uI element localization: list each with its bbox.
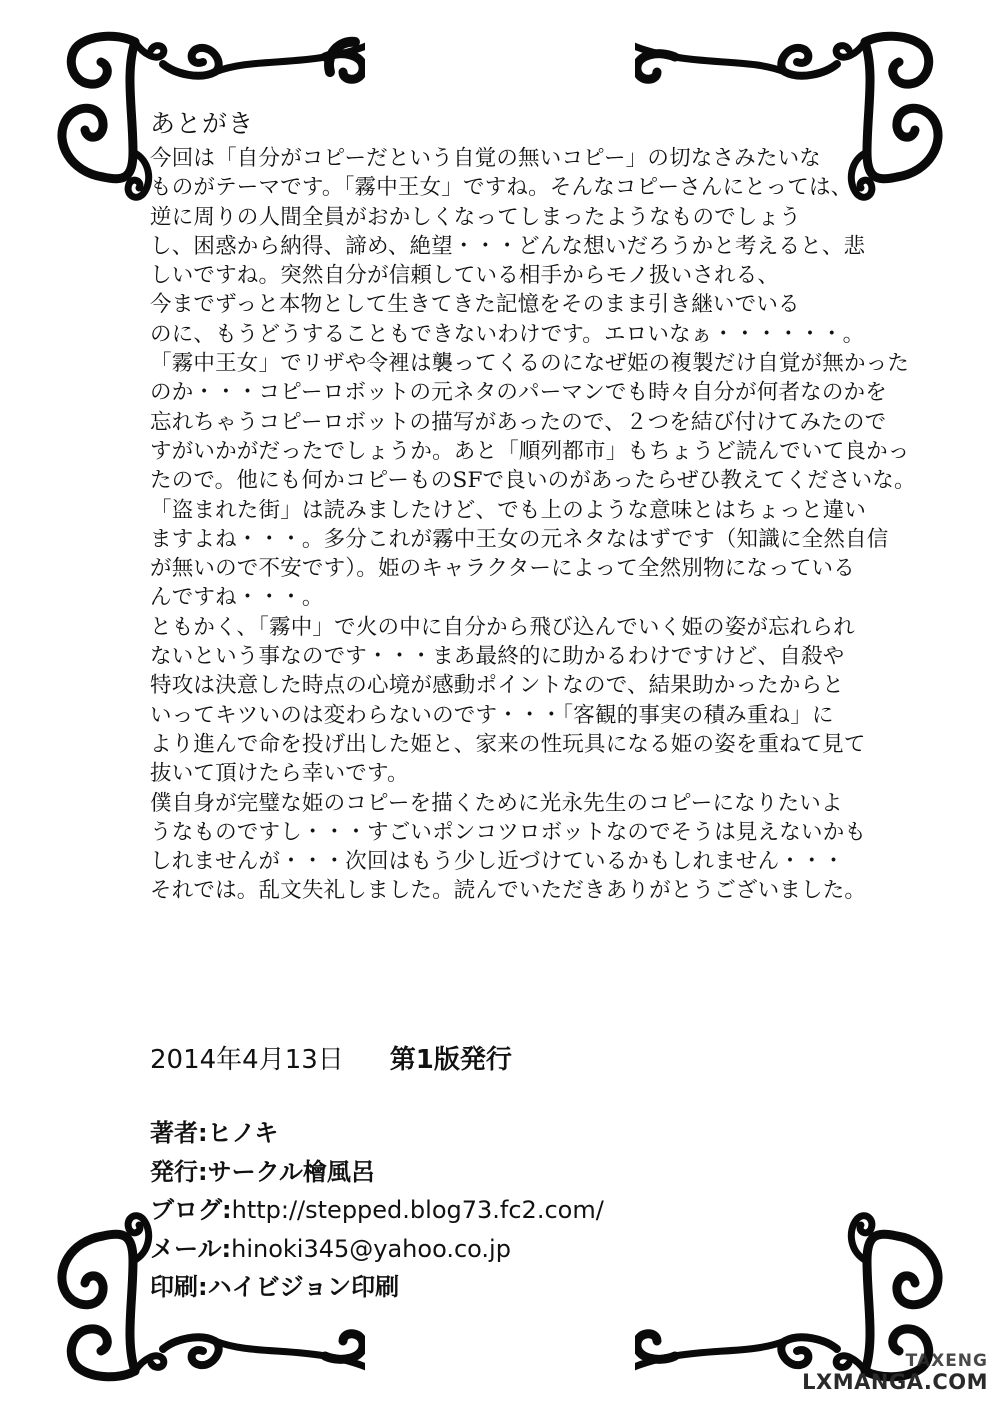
afterword-line: 「盗まれた街」は読みましたけど、でも上のような意味とはちょっと違い <box>150 497 867 523</box>
blog-url-link[interactable]: http://stepped.blog73.fc2.com/ <box>231 1196 604 1224</box>
credit-author <box>150 1114 604 1153</box>
afterword-line: いってキツいのは変わらないのです・・・「客観的事実の積み重ね」に <box>150 702 834 728</box>
afterword-line: ものがテーマです。「霧中王女」ですね。そんなコピーさんにとっては、 <box>150 175 853 201</box>
afterword-section <box>150 106 950 906</box>
afterword-line: のに、もうどうすることもできないわけです。エロいなぁ・・・・・・。 <box>150 321 865 347</box>
afterword-line: しれませんが・・・次回はもう少し近づけているかもしれません・・・ <box>150 849 845 875</box>
watermark-bottom: LXMANGA.COM <box>802 1370 988 1394</box>
credit-value: ハイビジョン印刷 <box>207 1273 400 1301</box>
afterword-line: より進んで命を投げ出した姫と、家来の性玩具になる姫の姿を重ねて見て <box>150 731 866 757</box>
credit-label: 印刷: <box>150 1273 208 1301</box>
afterword-line: すがいかがだったでしょうか。あと「順列都市」もちょうど読んでいて良かっ <box>150 438 910 464</box>
afterword-line: 特攻は決意した時点の心境が感動ポイントなので、結果助かったからと <box>150 673 844 699</box>
afterword-line: んですね・・・。 <box>150 585 324 611</box>
credits-list <box>150 1114 604 1307</box>
afterword-line: 逆に周りの人間全員がおかしくなってしまったようなものでしょう <box>150 204 802 230</box>
credit-value: ヒノキ <box>207 1119 279 1147</box>
afterword-line: ともかく、「霧中」で火の中に自分から飛び込んでいく姫の姿が忘れられ <box>150 614 855 640</box>
afterword-line: それでは。乱文失礼しました。読んでいただきありがとうございました。 <box>150 878 867 904</box>
credit-label: ブログ: <box>150 1196 232 1224</box>
site-watermark <box>802 1353 988 1393</box>
credit-printer <box>150 1268 604 1307</box>
publish-date: 2014年4月13日 <box>150 1045 344 1075</box>
edition-label: 第1版発行 <box>389 1045 512 1075</box>
afterword-body <box>150 144 950 906</box>
afterword-line: 忘れちゃうコピーロボットの描写があったので、２つを結び付けてみたので <box>150 409 887 435</box>
afterword-line: のか・・・コピーロボットの元ネタのパーマンでも時々自分が何者なのかを <box>150 380 887 406</box>
afterword-line: ないという事なのです・・・まあ最終的に助かるわけですけど、自殺や <box>150 644 845 670</box>
afterword-line: 僕自身が完璧な姫のコピーを描くために光永先生のコピーになりたいよ <box>150 790 843 816</box>
afterword-line: し、困惑から納得、諦め、絶望・・・どんな想いだろうかと考えると、悲 <box>150 233 866 259</box>
credit-publisher <box>150 1153 604 1192</box>
credit-email <box>150 1230 604 1269</box>
credit-label: メール: <box>150 1234 232 1263</box>
credit-label: 著者: <box>150 1119 208 1147</box>
afterword-line: ますよね・・・。多分これが霧中王女の元ネタなはずです（知識に全然自信 <box>150 526 889 552</box>
watermark-top: TAXENG <box>905 1351 988 1371</box>
credit-blog <box>150 1191 604 1230</box>
afterword-line: 今回は「自分がコピーだという自覚の無いコピー」の切なさみたいな <box>150 146 821 171</box>
afterword-title: あとがき <box>150 109 255 138</box>
credit-label: 発行: <box>150 1157 208 1186</box>
afterword-line: しいですね。突然自分が信頼している相手からモノ扱いされる、 <box>150 263 780 289</box>
email-link[interactable]: hinoki345@yahoo.co.jp <box>231 1234 511 1263</box>
credit-value: サークル檜風呂 <box>207 1157 375 1186</box>
afterword-line: 今までずっと本物として生きてきた記憶をそのまま引き継いでいる <box>150 292 800 318</box>
issue-line <box>150 1040 604 1080</box>
afterword-line: 「霧中王女」でリザや令裡は襲ってくるのになぜ姫の複製だけ自覚が無かった <box>150 351 910 377</box>
colophon-section <box>150 1040 604 1307</box>
afterword-line: 抜いて頂けたら幸いです。 <box>150 761 409 787</box>
afterword-line: たので。他にも何かコピーものSFで良いのがあったらぜひ教えてくださいな。 <box>150 468 916 494</box>
afterword-line: が無いので不安です）。姫のキャラクターによって全然別物になっている <box>150 556 855 582</box>
afterword-line: うなものですし・・・すごいポンコツロボットなのでそうは見えないかも <box>150 819 867 845</box>
